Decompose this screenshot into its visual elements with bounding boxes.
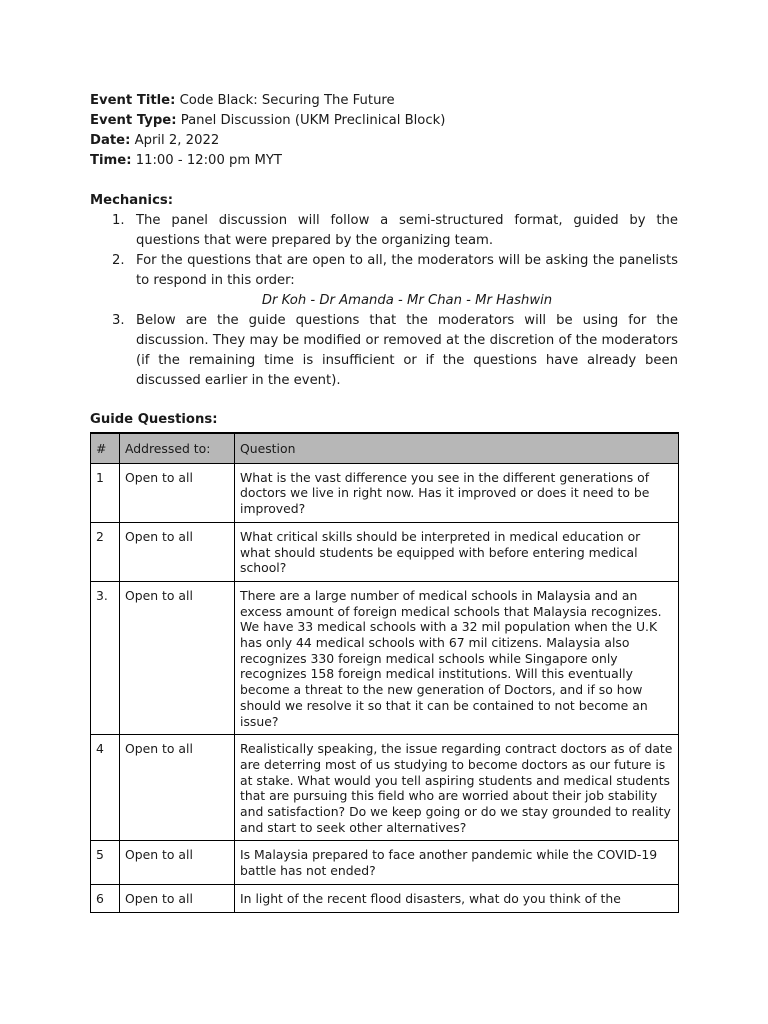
mechanics-item-text: The panel discussion will follow a semi-structured format, guided by the questions that were prepared by the organizing team. (136, 213, 678, 248)
mechanics-item-number: 2. (112, 253, 125, 268)
row-question: Realistically speaking, the issue regarding contract doctors as of date are deterring most of us studying to become doctors as our future is at stake. What would you tell aspiring students and medical students that are pursuing this field who are worried about their job stability and satisfaction? Do we keep going or do we stay grounded to reality and start to seek other alternatives? (235, 735, 679, 841)
event-title-value: Code Black: Securing The Future (179, 93, 395, 108)
table-row (91, 735, 679, 841)
event-type-line (90, 111, 678, 131)
mechanics-list (90, 211, 678, 391)
event-title-line (90, 91, 678, 111)
row-question: What critical skills should be interpreted in medical education or what should students be equipped with before entering medical school? (235, 522, 679, 581)
table-row (91, 522, 679, 581)
row-question: What is the vast difference you see in the different generations of doctors we live in right now. Has it improved or does it need to be improved? (235, 463, 679, 522)
row-number: 6 (91, 884, 120, 912)
event-date-label: Date: (90, 133, 131, 148)
row-question: There are a large number of medical schools in Malaysia and an excess amount of foreign medical schools that Malaysia recognizes. We have 33 medical schools with a 32 mil population when the U.K has only 44 medical schools with 67 mil citizens. Malaysia also recognizes 330 foreign medical schools while Singapore only recognizes 158 foreign medical institutions. Will this eventually become a threat to the new generation of Doctors, and if so how should we resolve it so that it can be contained to not become an issue? (235, 581, 679, 734)
mechanics-item-number: 3. (112, 313, 125, 328)
mechanics-item (90, 251, 678, 311)
event-title-label: Event Title: (90, 93, 176, 108)
row-number: 1 (91, 463, 120, 522)
column-header-question: Question (235, 433, 679, 463)
document-page (90, 91, 678, 913)
mechanics-heading: Mechanics: (90, 193, 174, 208)
spacer (90, 171, 678, 191)
mechanics-item-text: Below are the guide questions that the moderators will be using for the discussion. They may be modified or removed at the discretion of the moderators (if the remaining time is insufficient or if the questions have already been discussed earlier in the event). (136, 313, 678, 388)
row-number: 3. (91, 581, 120, 734)
row-addressed: Open to all (120, 522, 235, 581)
column-header-addressed: Addressed to: (120, 433, 235, 463)
row-number: 5 (91, 841, 120, 884)
event-time-label: Time: (90, 153, 132, 168)
event-date-value: April 2, 2022 (134, 133, 220, 148)
mechanics-item-number: 1. (112, 213, 125, 228)
row-addressed: Open to all (120, 884, 235, 912)
table-row (91, 884, 679, 912)
table-row (91, 463, 679, 522)
row-number: 4 (91, 735, 120, 841)
row-number: 2 (91, 522, 120, 581)
guide-questions-heading: Guide Questions: (90, 412, 218, 427)
guide-questions-table (90, 432, 679, 913)
column-header-number: # (91, 433, 120, 463)
mechanics-item (90, 311, 678, 391)
event-time-line (90, 151, 678, 171)
row-addressed: Open to all (120, 463, 235, 522)
mechanics-item (90, 211, 678, 251)
row-addressed: Open to all (120, 841, 235, 884)
event-type-label: Event Type: (90, 113, 177, 128)
spacer (90, 391, 678, 410)
row-question: In light of the recent flood disasters, what do you think of the (235, 884, 679, 912)
table-row (91, 841, 679, 884)
event-type-value: Panel Discussion (UKM Preclinical Block) (180, 113, 446, 128)
event-date-line (90, 131, 678, 151)
panelist-order: Dr Koh - Dr Amanda - Mr Chan - Mr Hashwin (261, 293, 553, 308)
table-row (91, 581, 679, 734)
event-time-value: 11:00 - 12:00 pm MYT (135, 153, 282, 168)
mechanics-item-text: For the questions that are open to all, the moderators will be asking the panelists to respond in this order: (136, 253, 678, 288)
row-addressed: Open to all (120, 735, 235, 841)
table-header-row (91, 433, 679, 463)
row-question: Is Malaysia prepared to face another pandemic while the COVID-19 battle has not ended? (235, 841, 679, 884)
row-addressed: Open to all (120, 581, 235, 734)
